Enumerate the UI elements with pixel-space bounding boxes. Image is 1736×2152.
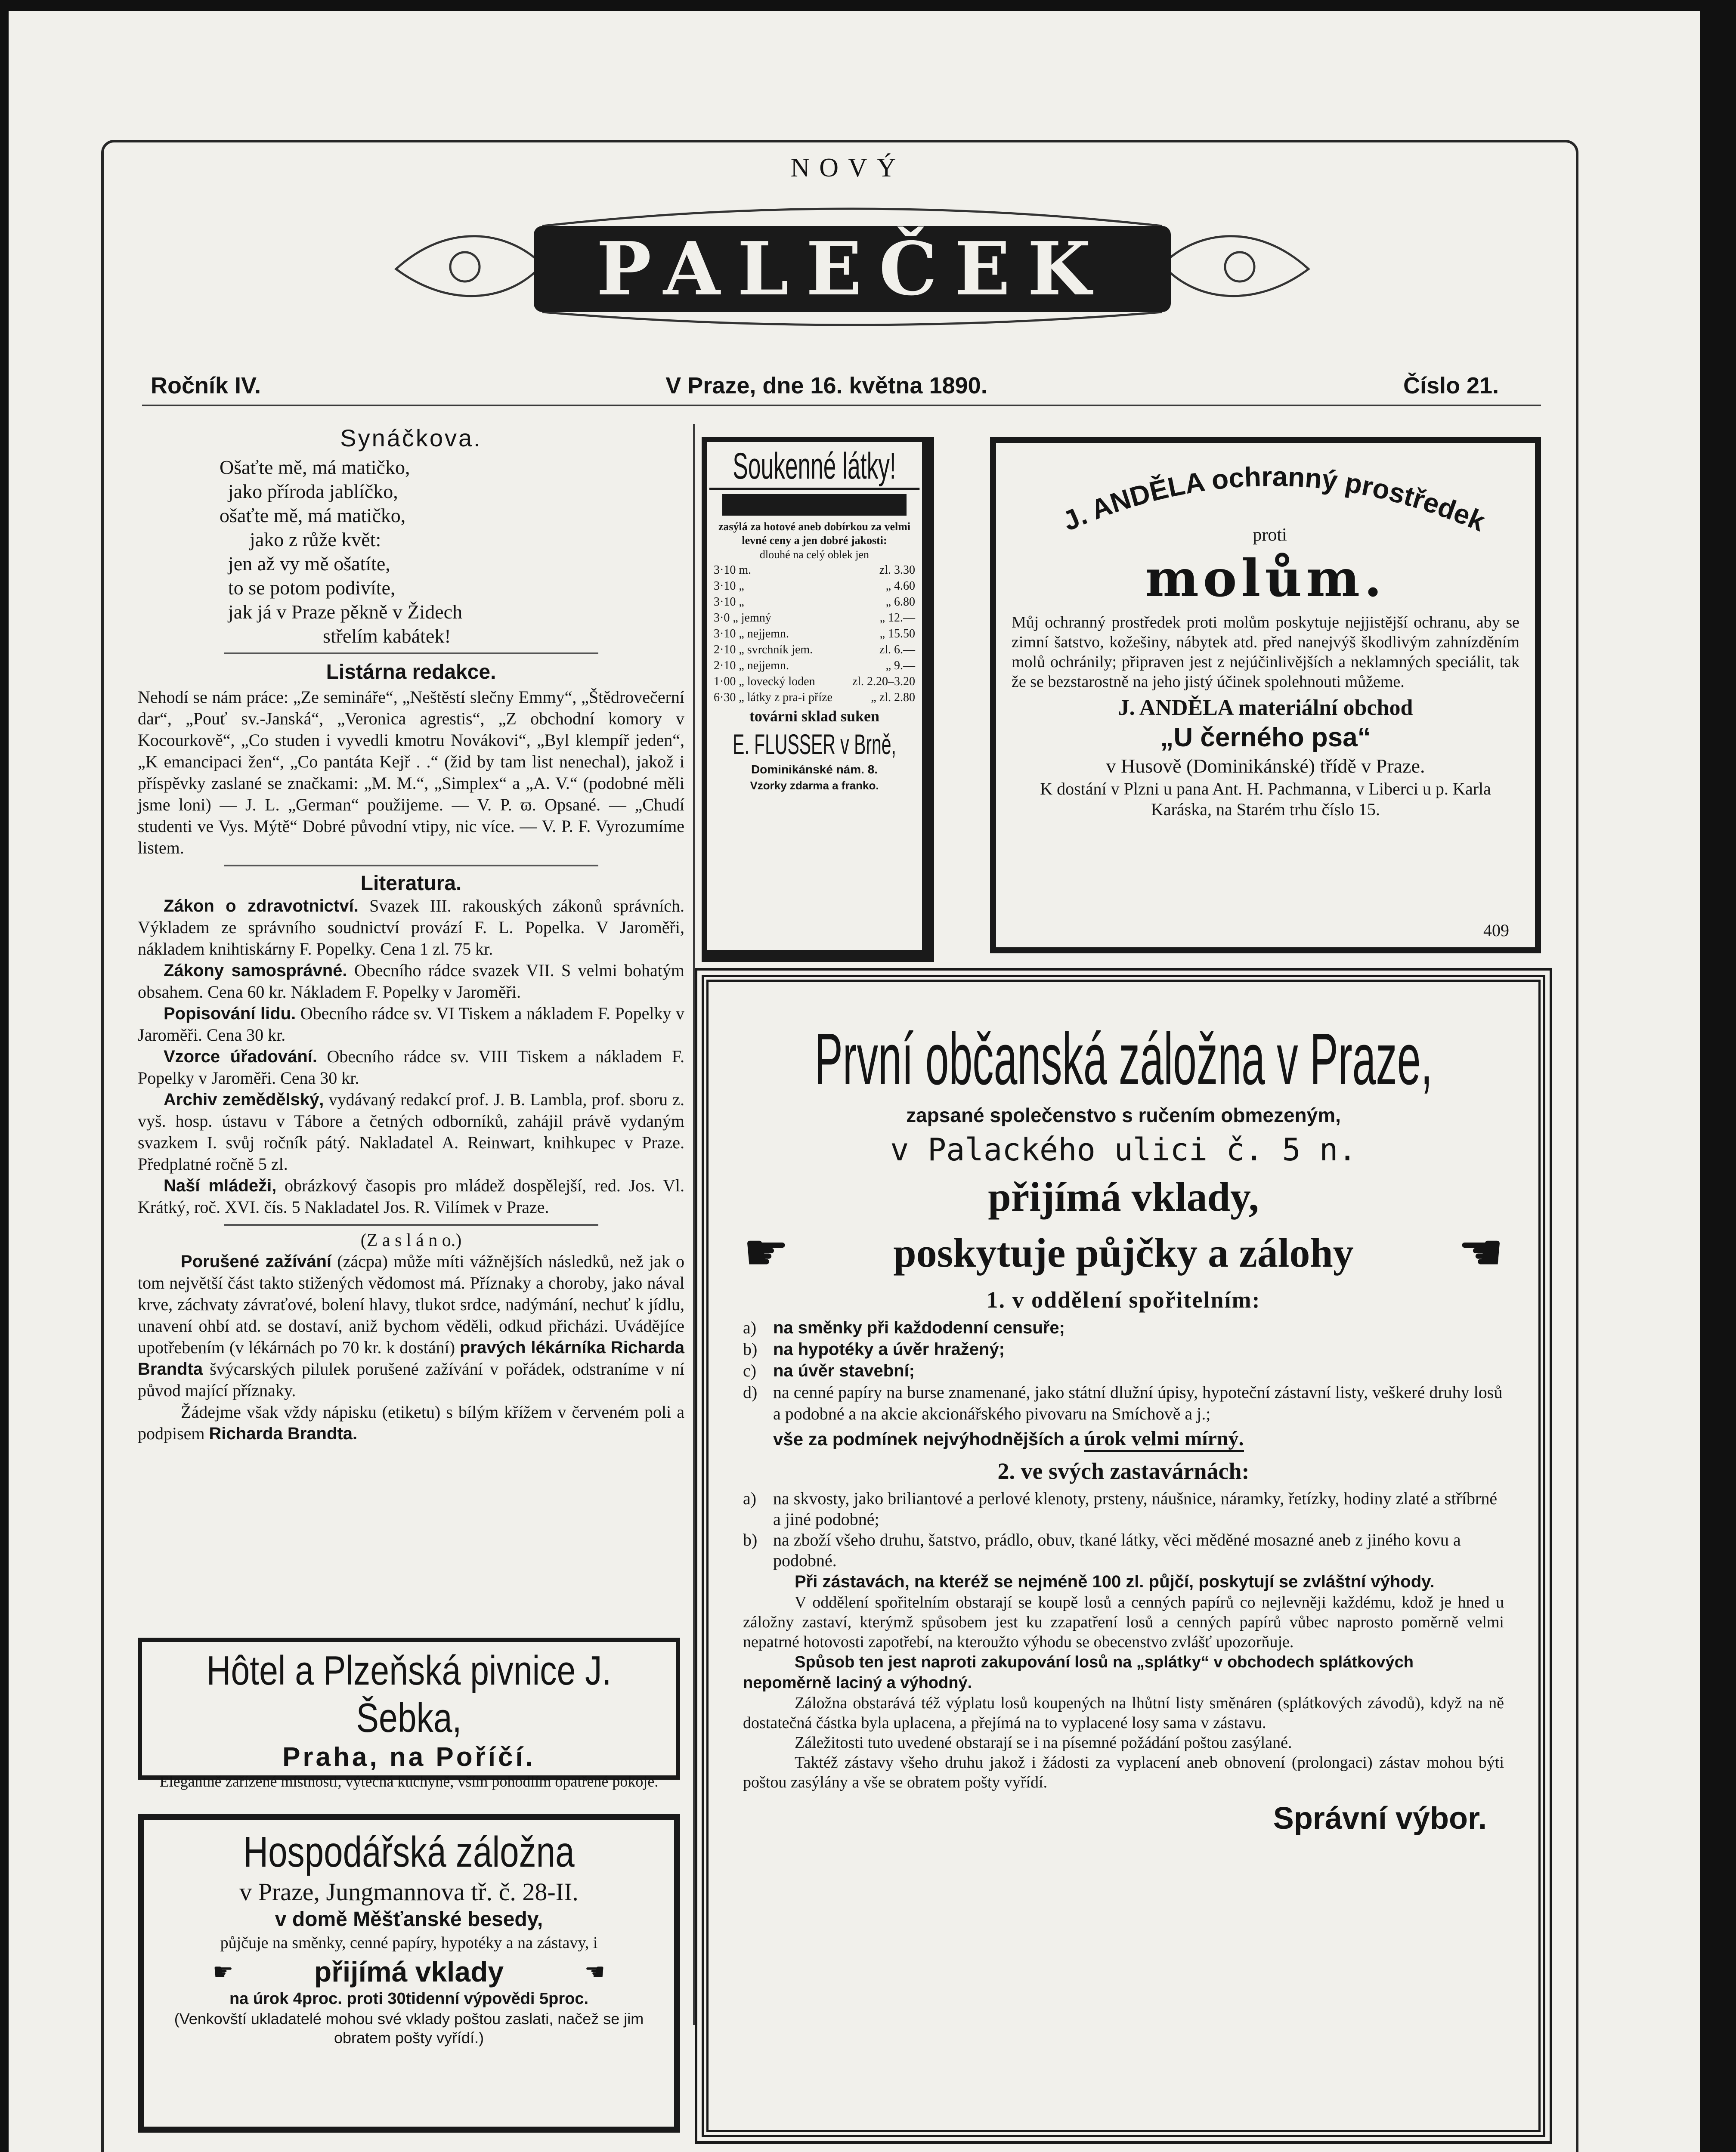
price-row [714,658,915,674]
literatura-item-text: Obecního rádce sv. VI Tiskem a nákladem F. Popelky v Jaroměři. Cena 30 kr. [138,1004,684,1045]
ad-hz-line: na úrok 4proc. proti 30tidenní výpovědi 5proc. [229,1990,589,2008]
ad-sebka-title: Hôtel a Plzeňská pivnice J. Šebka, [206,1648,612,1741]
ad-flusser-title: Soukenné látky! [709,445,920,490]
ad-poz-paragraph: Záležitosti tuto uvedené obstarají se i na písemné požádání poštou zasýlané. [795,1734,1292,1752]
ad-poz-loans: poskytuje půjčky a zálohy [893,1230,1354,1276]
ad-andela-address: v Husově (Dominikánské) třídě v Praze. [1106,755,1425,777]
listarna-text: Nehodí se nám práce: „Ze semináře“, „Neštěstí slečny Emmy“, „Štědrovečerní dar“, „Pouť sv.-Janská“, „Veronica agrestis“, „Z obchodní komory v Kocourkově“, „Co studen i vyvedli kmotru Novákovi“, „Byl klempíř jeden“, „K emancipaci žen“, „Co pantáta Kejř . .“ (žid by tam list nenechal), jakož i příspěvky zaslané se značkami: „M. M.“, „Simplex“ a „A. V.“ (podobné měli jsme loni) — J. L. „German“ použijeme. — V. P. ϖ. Opsané. — „Chudí studenti ve Vys. Mýtě“ Dobré původní vtipy, nic více. — V. P. F. Vyrozumíme listem. [138,687,684,857]
price-row-price: „ 9.— [885,659,915,672]
ad-prvni-obcanska-zalozna [702,975,1545,2137]
ad-poz-item-text: na cenné papíry na burse znamenané, jako státní dlužní úpisy, hypoteční zástavní listy, veškeré druhy losů a podobné a na akcie akcionářského pivovaru na Smíchově a j.; [773,1382,1503,1423]
poem-line: střelím kabátek! [323,625,451,647]
price-row-price: „ 12.— [879,611,915,625]
ad-poz-title: První občanská záložna v Praze, [814,1018,1433,1100]
column-rule [693,424,695,2025]
masthead-title: PALEČEK [596,226,1108,312]
price-row-price: „ 6.80 [885,595,915,609]
price-row-item: 3·0 „ jemný [714,611,771,625]
price-row [714,578,915,594]
ad-poz-section2: 2. ve svých zastavárnách: [997,1458,1250,1484]
volume-label: Ročník IV. [151,373,261,399]
ad-poz-item-letter: b) [743,1530,758,1549]
ad-hz-accepts: přijímá vklady [314,1956,504,1988]
ad-andela-name: J. ANDĚLA materiální obchod [1118,696,1413,720]
issue-date: V Praze, dne 16. května 1890. [665,373,987,399]
literatura-item-text: vydávaný redakcí prof. J. B. Lambla, prof. sboru z. vyš. hosp. ústavu v Tábore a četných odborníků, zahájil právě vydaným svazkem I. svůj ročník pátý. Nakladatel A. Reinwart, knihkupec v Praze. Předplatné ročně 5 zl. [138,1090,685,1174]
ad-andela-branches: K dostání v Plzni u pana Ant. H. Pachmanna, v Liberci u p. Karla Karáska, na Starém trhu číslo 15. [1040,779,1491,819]
literatura-item-text: Obecního rádce sv. VIII Tiskem a nákladem F. Popelky v Jaroměři. Cena 30 kr. [138,1047,685,1088]
price-row-item: 1·00 „ lovecký loden [714,675,815,688]
ad-flusser-samples: Vzorky zdarma a franko. [750,779,879,792]
ad-poz-conditions [743,1425,1504,1454]
poem-line: jako příroda jablíčko, [228,480,398,502]
ad-poz-item-letter: b) [743,1339,758,1359]
ad-poz-item [743,1339,1504,1360]
ad-andela-arc [1012,443,1519,550]
price-row-item: 6·30 „ látky z pra-i přízе [714,691,832,704]
literatura-item-text: Svazek III. rakouských zákonů správních. Výkladem ze správního soudnictví provází F. L. Popelka. V Jaroměři, nákladem knihtiskárny F. Popelky. Cena 1 zl. 75 kr. [138,896,684,959]
ad-poz-item-text: na skvosty, jako briliantové a perlové klenoty, prsteny, náušnice, náramky, řetízky, hodiny zlaté a stříbrné a jiné podobné; [773,1489,1498,1529]
literatura-item-text: obrázkový časopis pro mládež dospělejší, red. Jos. Vl. Krátký, roč. XVI. čís. 5 Nakladatel Jos. R. Vilímek v Praze. [138,1176,685,1217]
issue-number: Číslo 21. [1403,373,1499,399]
zaslano-text: (zácpa) může míti vážnějších následků, než jak o tom největší část takto stižených vědomost má. Příznaky a choroby, jako nával krve, záchvaty závraťové, bolení hlavy, tlukot srdce, nadýmání, nechuť k jídlu, unavení ohbí atd. se dostaví, aniž bychom věděli, odkud přicházi. Uvádějíce upotřebením (v lékárnách po 70 kr. k dostání) [138,1252,684,1357]
price-row [714,610,915,626]
literatura-item [138,960,684,1003]
zaslano-text: Žádejme však vždy nápisku (etiketu) s bílým křížem v červeném poli a podpisem [138,1402,684,1443]
poem-line: jak já v Praze pěkně v Židech [228,601,463,623]
ad-poz-item-letter: d) [743,1382,758,1402]
ad-andela-shop: „U černého psa“ [1160,723,1371,752]
zaslano-bold: Richarda Brandta. [209,1424,358,1443]
pointing-hand-icon: ☛ [213,1959,234,1985]
divider [224,1224,598,1226]
ad-poz-item-text: na směnky při každodenní censuře; [773,1318,1065,1337]
price-row-price: „ zl. 2.80 [871,691,915,704]
masthead-overline: NOVÝ [790,153,906,182]
ad-poz-item-letter: a) [743,1318,757,1337]
ad-flusser-factory: továrni sklad suken [749,708,880,725]
poem-line: jako z růže květ: [250,529,381,550]
ad-sebka-text: Elegantně zařízené místnosti, výtečná kuchyně, vším pohodlím opatřené pokoje. [159,1773,659,1790]
price-row-item: 2·10 „ svrchník jem. [714,643,813,656]
left-column [138,424,684,1444]
zaslano-text: švýcarských pilulek porušené zažívání v pořádek, odstraníme v ní původ mající příznaky. [138,1359,685,1400]
ad-hz-line: půjčuje na směnky, cenné papíry, hypotéky a na zástavy, i [220,1934,598,1952]
ad-hospodarska-zalozna [138,1814,680,2133]
ad-poz-paragraph: V oddělení spořitelním obstarají se koupě losů a cenných papírů co nejlevněji každému, kdož je hned u záložny zastaví, kterýmž spůsobem jest ku zzapatření losů a cenných papírů vůbec naprosto poměrně velmi nepatrné hotovosti zapotřebí, na kteroužto výhodu se obecenstvo zvlášť upozorňuje. [743,1593,1504,1651]
pointing-hand-icon: ☚ [1457,1224,1504,1281]
zaslano-paragraph [138,1251,684,1401]
price-row [714,674,915,690]
price-row [714,642,915,658]
ad-hz-line: (Venkovští ukladatelé mohou své vklady poštou zaslati, načež se jim obratem pošty vyřídí.) [174,2010,644,2047]
price-row-item: 3·10 „ nejjemn. [714,627,789,640]
masthead-rule [142,405,1541,406]
masthead-logo [379,196,1326,338]
ad-poz-accepts: přijímá vklady, [988,1174,1259,1220]
literatura-title: Literatura. [360,872,462,895]
literatura-item-title: Naší mládeži, [164,1176,277,1195]
ad-poz-cond-text: vše za podmínek nejvýhodnějších a [773,1429,1080,1449]
price-row-item: 2·10 „ nejjemn. [714,659,789,672]
ad-flusser [702,437,934,962]
ad-poz-section1: 1. v oddělení spořitelním: [986,1287,1261,1313]
price-row [714,594,915,610]
ad-flusser-name: E. FLUSSER v Brně, [733,728,896,760]
ad-hz-title: Hospodářská záložna [243,1828,575,1876]
price-row [714,562,915,578]
poem [138,455,684,648]
ad-poz-loans-row [743,1223,1504,1283]
ad-poz-item [743,1530,1504,1571]
poem-title: Synáčkova. [340,424,482,451]
literatura-item-title: Popisování lidu. [164,1004,296,1023]
ad-poz-paragraph: Záložna obstarává též výplatu losů koupených na lhůtní listy směnáren (splátkových závodů), když na ně dostatečná částka byla uplacena, a přejímá na to vyplacené losy sama v zástavu. [743,1694,1504,1732]
poem-line: Ošaťte mě, má matičko, [220,456,410,478]
ad-andela-proti: proti [1253,525,1287,545]
newspaper-page [9,11,1700,2152]
pointing-hand-icon: ☛ [743,1224,789,1281]
black-bar [722,494,907,516]
poem-line: ošaťte mě, má matičko, [220,504,406,526]
literatura-item-title: Zákon o zdravotnictví. [164,897,359,915]
ad-flusser-intro2: dlouhé na celý oblek jen [759,548,870,561]
ad-number: 409 [1483,921,1509,940]
price-row-price: zl. 2.20–3.20 [852,675,915,688]
ad-andela [990,437,1541,953]
literatura-item [138,1089,684,1175]
ad-hotel-sebka [138,1638,680,1790]
pointing-hand-icon: ☚ [584,1959,605,1985]
ad-poz-item-letter: c) [743,1361,757,1380]
price-row [714,626,915,642]
ad-hz-line: v Praze, Jungmannova tř. č. 28-II. [239,1878,579,1906]
price-row-item: 3·10 „ [714,579,744,593]
zaslano-bold: pravých lékárníka Richarda Brandta [138,1338,685,1379]
price-row-item: 3·10 m. [714,563,752,577]
ad-poz-item [743,1488,1504,1530]
divider [224,865,598,866]
ad-poz-subtitle: zapsané společenstvo s ručením obmezeným, [906,1104,1341,1126]
price-row-price: zl. 3.30 [879,563,915,577]
ad-andela-text: Můj ochranný prostředek proti molům poskytuje nejjistější ochranu, aby se zimní šatstvo, kožešiny, nábytek atd. před nanejvýš škodlivým zahnízděním molů ochránily; připraven jest z nejúčinlivějších a neklamných speciálit, tak že se bezstarostně na jeho jistý účinek spolehnouti můžeme. [1012,613,1519,691]
ad-poz-signature: Správní výbor. [1273,1801,1487,1836]
listarna-title: Listárna redakce. [326,661,496,683]
ad-poz-paragraph: Při zástavách, na kteréž se nejméně 100 zl. půjčí, poskytují se zvláštní výhody. [795,1572,1435,1591]
zaslano-paragraph [138,1401,684,1444]
ad-flusser-intro: zasýlá za hotové aneb dobírkou za velmi levné ceny a jen dobré jakosti: [718,520,911,547]
ad-poz-street: v Palackého ulici č. 5 n. [890,1132,1357,1168]
price-row-item: 3·10 „ [714,595,744,609]
ad-hz-line: v domě Měšťanské besedy, [275,1908,543,1931]
poem-line: to se potom podivíte, [228,577,396,599]
literatura-item [138,1003,684,1046]
ad-andela-moles: molům. [1145,548,1386,608]
literatura-item [138,1046,684,1089]
ad-poz-item-letter: a) [743,1489,757,1508]
zaslano-title: (Z a s l á n o.) [360,1231,462,1250]
ad-poz-item [743,1382,1504,1425]
ad-poz-item-text: na zboží všeho druhu, šatstvo, prádlo, obuv, tkané látky, věci měděné mosazné aneb z jiného kovu a podobné. [773,1530,1461,1570]
ad-flusser-address: Dominikánské nám. 8. [751,763,878,776]
ad-poz-item-text: na hypotéky a úvěr hražený; [773,1340,1005,1359]
literatura-item [138,1175,684,1218]
ad-hz-accepts-row [144,1955,674,1988]
literatura-item-title: Zákony samosprávné. [164,961,347,980]
literatura-item-text: Obecního rádce svazek VII. S velmi bohatým obsahem. Cena 60 kr. Nákladem F. Popelky v Jaroměři. [138,961,685,1002]
literatura-item [138,895,684,960]
ad-poz-item-text: na úvěr stavební; [773,1361,915,1380]
price-row-price: „ 4.60 [885,579,915,593]
ad-poz-item [743,1317,1504,1339]
ad-poz-cond-bold: úrok velmi mírný. [1084,1427,1244,1452]
divider [224,652,598,654]
price-row-price: „ 15.50 [879,627,915,640]
literatura-item-title: Vzorce úřadování. [164,1047,318,1066]
zaslano-bold: Porušené zažívání [181,1252,332,1271]
literatura-item-title: Archiv zemědělský, [164,1090,324,1109]
ad-poz-item [743,1360,1504,1382]
poem-line: jen až vy mě ošatíte, [228,553,390,575]
ad-sebka-subtitle: Praha, na Poříčí. [282,1742,535,1772]
price-row-price: zl. 6.— [879,643,915,656]
ad-andela-arc-label: J. ANDĚLA ochranný prostředek [1058,461,1490,538]
ad-poz-paragraph: Spůsob ten jest naproti zakupování losů na „splátky“ v obchodech splátkových nepoměrně laciný a výhodný. [743,1653,1414,1692]
ad-poz-paragraph: Taktéž zástavy všeho druhu jakož i žádosti za vyplacení aneb obnovení (prolongaci) zástav mohou býti poštou zasýlány a vše se obratem pošty vyřídí. [743,1753,1504,1791]
price-row [714,690,915,705]
